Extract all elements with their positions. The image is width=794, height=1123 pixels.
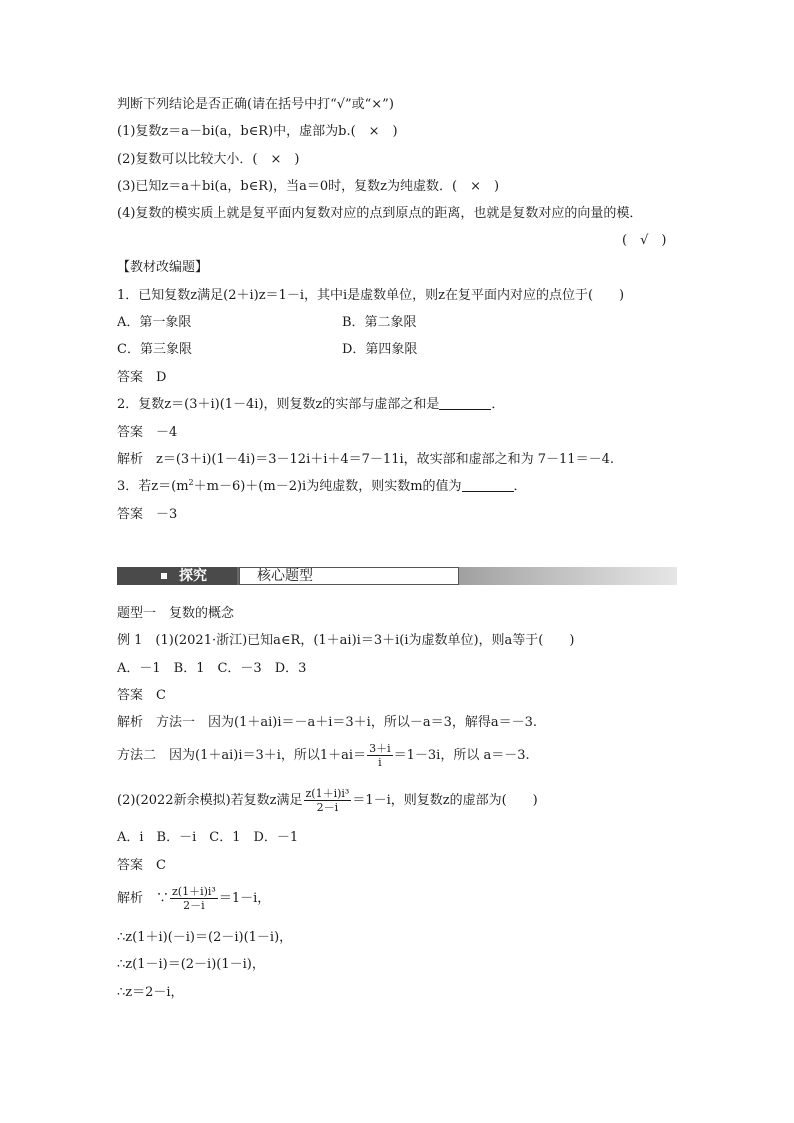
q1-option-a: A．第一象限: [117, 315, 192, 330]
ex2-numerator: z(1＋i)i³: [305, 787, 350, 800]
q2-analysis: 解析 z＝(3＋i)(1－4i)＝3－12i＋i＋4＝7－11i，故实部和虚部之和为 7－11＝－4.: [117, 452, 614, 467]
q1-answer: 答案 D: [117, 370, 167, 385]
judge-item-4-mark: ( √ ): [622, 233, 667, 248]
q3-exponent: 2: [188, 478, 194, 487]
ex1-m2-denominator: i: [378, 756, 382, 769]
q1-option-d: D．第四象限: [342, 342, 418, 357]
ex1-m2-fraction: [367, 742, 393, 769]
ex2-a1-numerator: z(1＋i)i³: [172, 885, 216, 898]
ex2-analysis-1: [117, 884, 270, 914]
q2-tail: ．: [491, 397, 505, 412]
ex1-m2-numerator: 3＋i: [369, 742, 391, 755]
banner-left-label: 探究: [179, 568, 207, 584]
ex1-method-1: 解析 方法一 因为(1＋ai)i＝－a＋i＝3＋i，所以－a＝3，解得a＝－3.: [117, 715, 537, 730]
q1-option-c: C．第三象限: [117, 342, 192, 357]
ex2-analysis-2: ∴z(1＋i)(－i)＝(2－i)(1－i)，: [117, 930, 293, 945]
ex1-answer: 答案 C: [117, 688, 166, 703]
type1-heading: 题型一 复数的概念: [117, 606, 235, 621]
judge-item-2: (2)复数可以比较大小．( × ): [117, 152, 300, 167]
ex1-m2-pre: 方法二 因为(1＋ai)i＝3＋i，所以1＋ai＝: [117, 748, 367, 763]
q2-blank: [439, 397, 491, 410]
ex2-post: ＝1－i，则复数z的虚部为( ): [352, 793, 538, 808]
q2-text: 2．复数z＝(3＋i)(1－4i)，则复数z的实部与虚部之和是: [117, 397, 440, 412]
judge-item-1: (1)复数z＝a－bi(a，b∈R)中，虚部为b.( × ): [117, 124, 398, 139]
q3-pre: 3．若z＝(m: [117, 479, 189, 494]
judge-item-3: (3)已知z＝a＋bi(a，b∈R)，当a＝0时，复数z为纯虚数．( × ): [117, 179, 500, 194]
judge-item-4: (4)复数的模实质上就是复平面内复数对应的点到原点的距离，也就是复数对应的向量的模．: [117, 206, 643, 221]
q1-option-b: B．第二象限: [342, 315, 417, 330]
example-1-part-2: [117, 786, 538, 816]
question-3: [117, 478, 527, 496]
q2-answer: 答案 －4: [117, 425, 178, 440]
q3-post: ＋m－6)＋(m－2)i为纯虚数，则实数m的值为: [193, 479, 462, 494]
banner-dark-block: [117, 567, 237, 585]
ex2-analysis-4: ∴z＝2－i，: [117, 985, 184, 1000]
ex1-method-2: [117, 741, 530, 771]
ex2-a1-fraction: [170, 885, 218, 912]
ex2-answer: 答案 C: [117, 858, 166, 873]
q3-blank: [462, 479, 514, 492]
question-1: 1．已知复数z满足(2＋i)z＝1－i，其中i是虚数单位，则z在复平面内对应的点位于( ): [117, 288, 625, 303]
ex2-fraction: [304, 787, 352, 814]
ex1-options: A．－1 B．1 C．－3 D．3: [117, 661, 307, 676]
banner-right-label: 核心题型: [257, 568, 313, 584]
example-1-part-1: 例 1 (1)(2021·浙江)已知a∈R，(1＋ai)i＝3＋i(i为虚数单位)，则a等于( ): [117, 633, 575, 648]
ex2-analysis-3: ∴z(1－i)＝(2－i)(1－i)，: [117, 957, 265, 972]
question-2: [117, 396, 504, 414]
banner-square-icon: [161, 573, 167, 579]
ex2-pre: (2)(2022新余模拟)若复数z满足: [117, 793, 303, 808]
ex2-denominator: 2－i: [316, 801, 339, 814]
ex2-a1-pre: 解析 ∵: [117, 891, 170, 906]
textbook-heading: 【教材改编题】: [117, 260, 209, 275]
q3-answer: 答案 －3: [117, 507, 178, 522]
ex2-a1-denominator: 2－i: [183, 899, 205, 912]
q3-tail: ．: [513, 479, 527, 494]
section-banner: [117, 567, 677, 585]
judge-intro: 判断下列结论是否正确(请在括号中打“√”或“×”): [117, 97, 394, 112]
ex1-m2-post: ＝1－3i，所以 a＝－3.: [393, 748, 530, 763]
ex2-a1-post: ＝1－i，: [218, 891, 271, 906]
ex2-options: A．i B．－i C．1 D．－1: [117, 830, 299, 845]
